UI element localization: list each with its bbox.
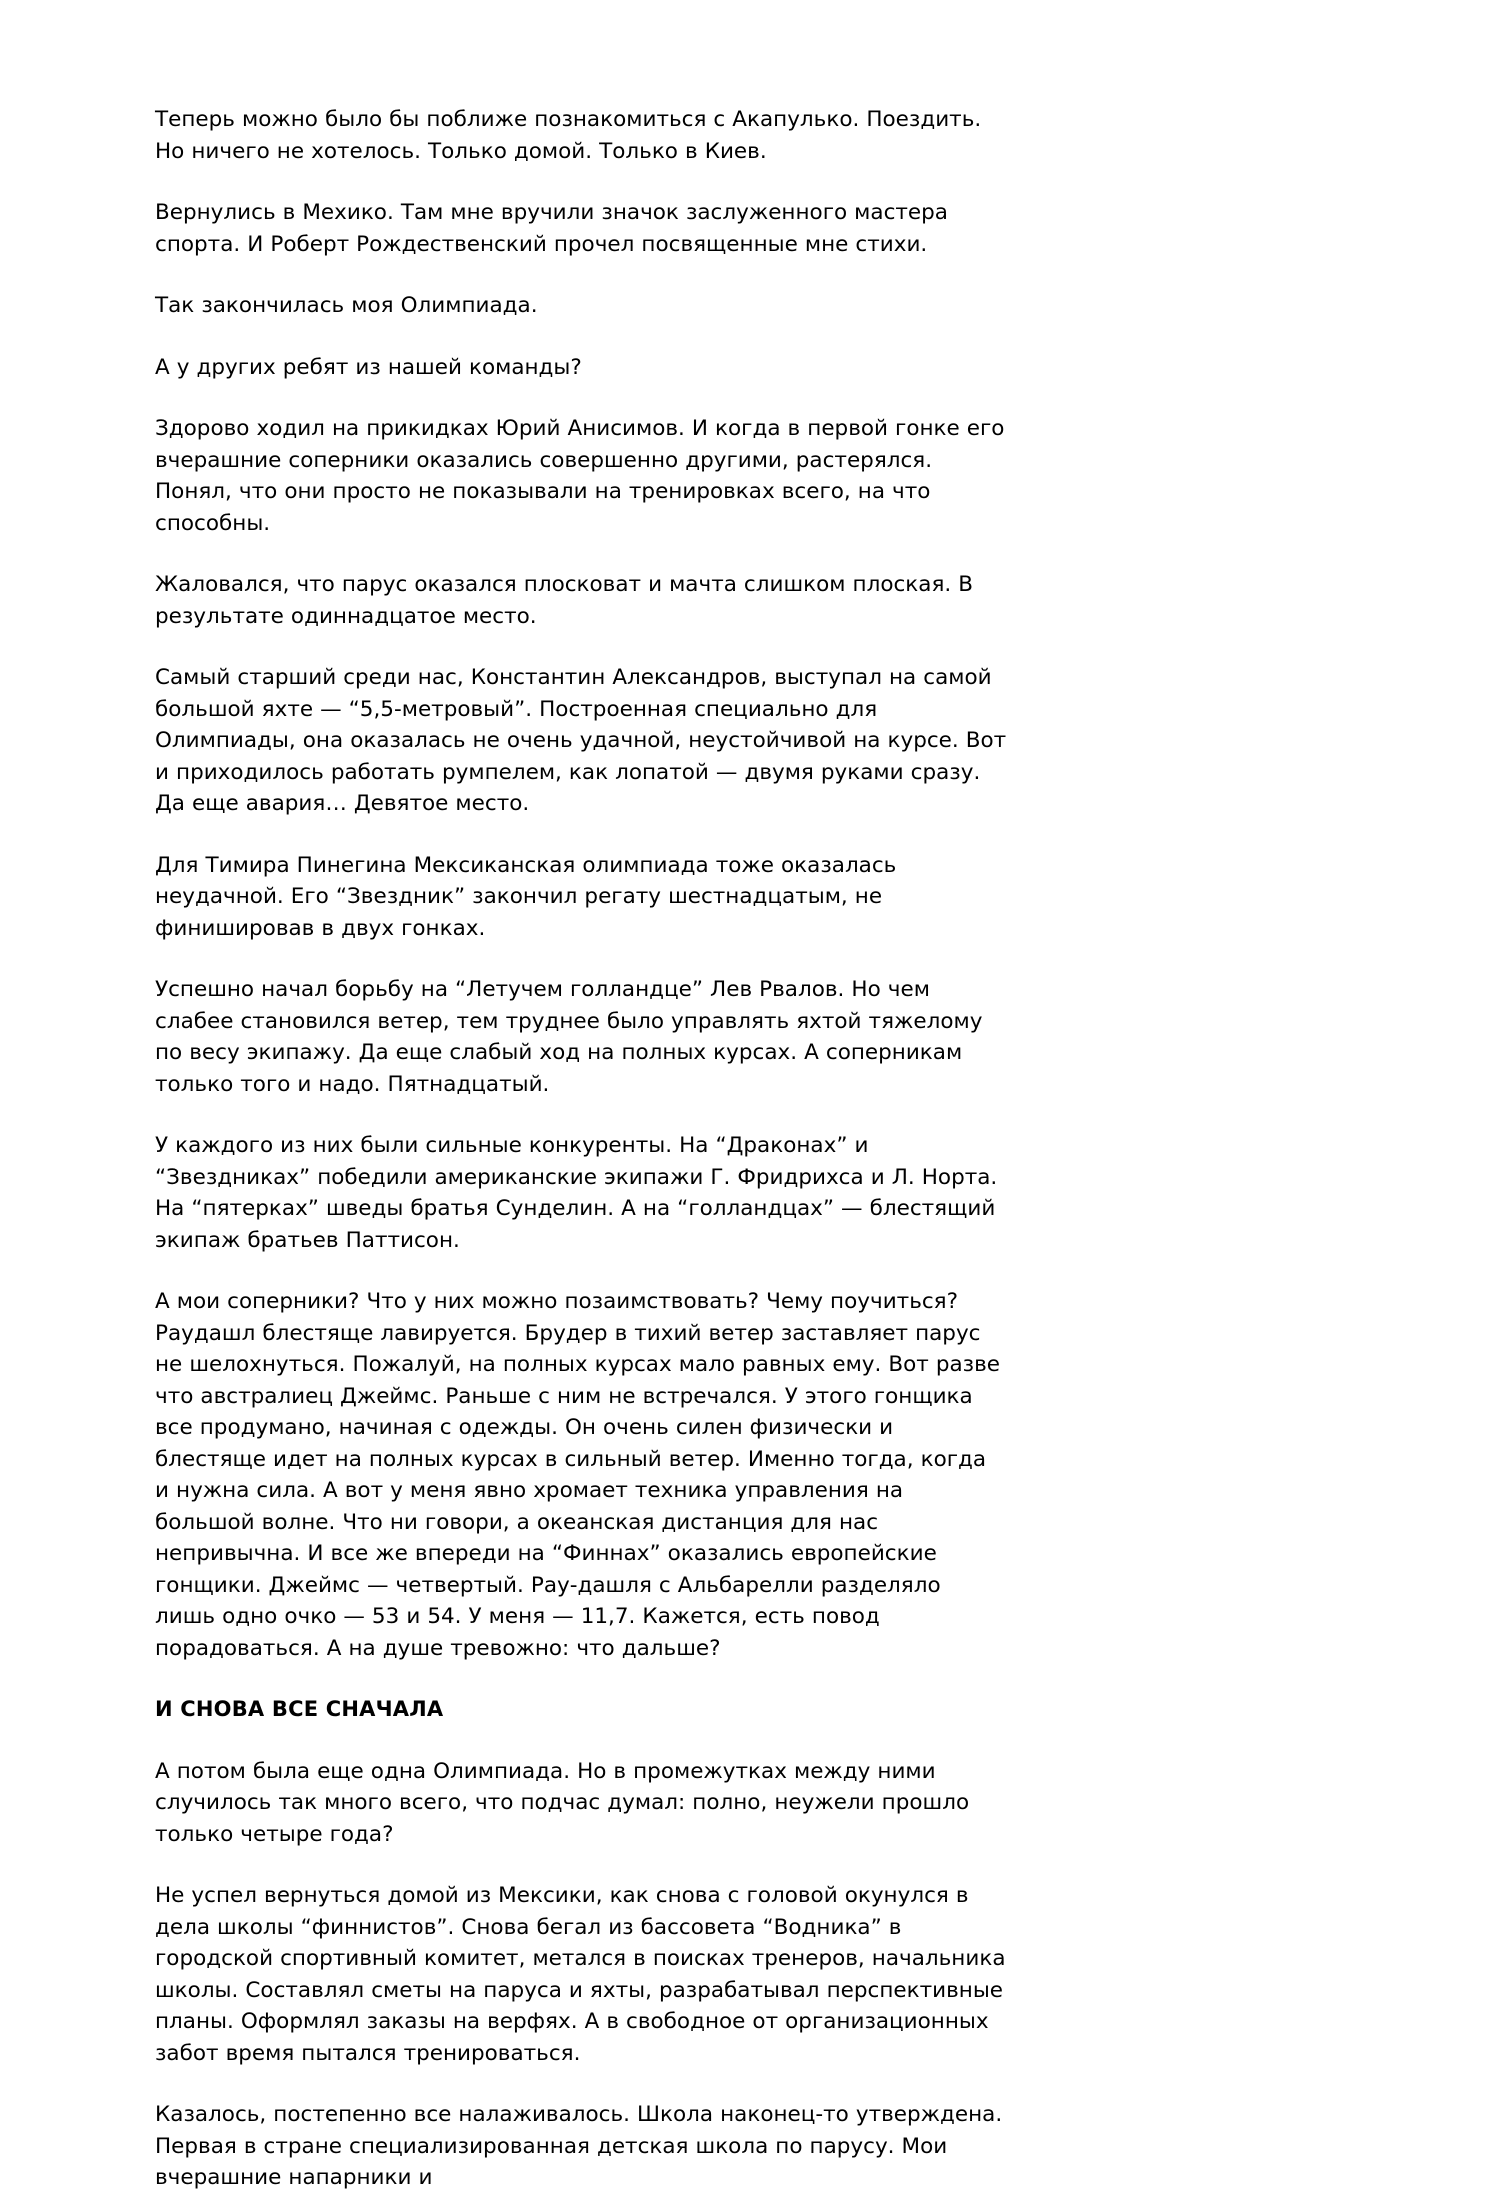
section-heading-and-again-all-over: И СНОВА ВСЕ СНАЧАЛА <box>155 1697 444 1721</box>
paragraph-school-approved: Казалось, постепенно все налаживалось. Школа наконец-то утверждена. Первая в стране специализированная детская школа по парусу. Мои вчерашние напарники и <box>155 2102 1010 2190</box>
paragraph-competitors: У каждого из них были сильные конкуренты. На “Драконах” и “Звездниках” победили американские экипажи Г. Фридрихса и Л. Норта. На “пятерках” шведы братья Сунделин. А на “голландцах” — блестящий экипаж братьев Паттисон. <box>155 1133 1005 1253</box>
paragraph-anisimov: Здорово ходил на прикидках Юрий Анисимов. И когда в первой гонке его вчерашние соперники оказались совершенно другими, растерялся. Понял, что они просто не показывали на тренировках всего, на что способны. <box>155 416 1012 536</box>
paragraph-rvalov: Успешно начал борьбу на “Летучем голландце” Лев Рвалов. Но чем слабее становился ветер, тем труднее было управлять яхтой тяжелому по весу экипажу. Да еще слабый ход на полных курсах. А соперникам только того и надо. Пятнадцатый. <box>155 977 990 1097</box>
paragraph-acapulco: Теперь можно было бы поближе познакомиться с Акапулько. Поездить. Но ничего не хотелось. Только домой. Только в Киев. <box>155 107 989 164</box>
paragraph-my-rivals: А мои соперники? Что у них можно позаимствовать? Чему поучиться? Раудашл блестяще лавируется. Брудер в тихий ветер заставляет парус не шелохнуться. Пожалуй, на полных курсах мало равных ему. Вот разве что австралиец Джеймс. Раньше с ним не встречался. У этого гонщика все продумано, начиная с одежды. Он очень силен физически и блестяще идет на полных курсах в сильный ветер. Именно тогда, когда и нужна сила. А вот у меня явно хромает техника управления на большой волне. Что ни говори, а океанская дистанция для нас непривычна. И все же впереди на “Финнах” оказались европейские гонщики. Джеймс — четвертый. Рау-дашля с Альбарелли разделяло лишь одно очко — 53 и 54. У меня — 11,7. Кажется, есть повод порадоваться. А на душе тревожно: что дальше? <box>155 1289 1008 1661</box>
paragraph-mexico-return: Вернулись в Мехико. Там мне вручили значок заслуженного мастера спорта. И Роберт Рождественский прочел посвященные мне стихи. <box>155 200 956 257</box>
paragraph-another-olympiad: А потом была еще одна Олимпиада. Но в промежутках между ними случилось так много всего, что подчас думал: полно, неужели прошло только четыре года? <box>155 1758 977 1847</box>
paragraph-aleksandrov: Самый старший среди нас, Константин Александров, выступал на самой большой яхте — “5,5-метровый”. Построенная специально для Олимпиады, она оказалась не очень удачной, неустойчивой на курсе. Вот и приходилось работать румпелем, как лопатой — двумя руками сразу. Да еще авария… Девятое место. <box>155 665 1014 816</box>
paragraph-olympiad-end: Так закончилась моя Олимпиада. <box>155 293 538 318</box>
paragraph-teammates-question: А у других ребят из нашей команды? <box>155 354 582 380</box>
paragraph-school-affairs: Не успел вернуться домой из Мексики, как снова с головой окунулся в дела школы “финнистов”. Снова бегал из бассовета “Водника” в городской спортивный комитет, метался в поисках тренеров, начальника школы. Составлял сметы на паруса и яхты, разрабатывал перспективные планы. Оформлял заказы на верфях. А в свободное от организационных забот время пытался тренироваться. <box>155 1883 1013 2066</box>
paragraph-complaint-sail: Жаловался, что парус оказался плосковат и мачта слишком плоская. В результате одиннадцатое место. <box>155 572 981 629</box>
text-column <box>155 104 1014 2194</box>
paragraph-pinegin: Для Тимира Пинегина Мексиканская олимпиада тоже оказалась неудачной. Его “Звездник” закончил регату шестнадцатым, не финишировав в двух гонках. <box>155 852 904 941</box>
